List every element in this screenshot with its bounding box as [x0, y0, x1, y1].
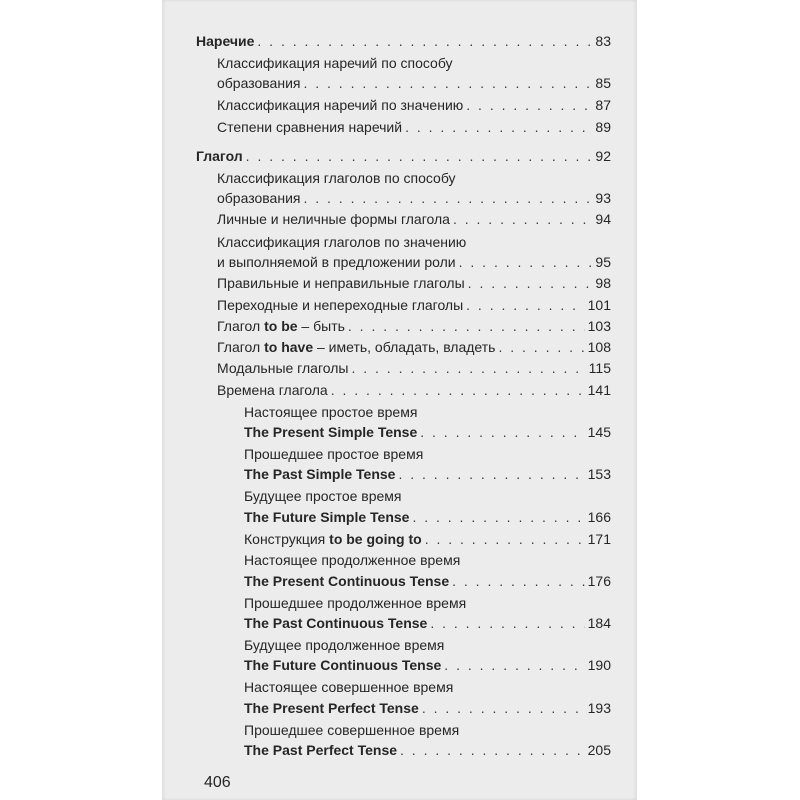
toc-page-number: 101 — [587, 297, 611, 313]
toc-entry-title: Правильные и неправильные глаголы — [217, 275, 465, 291]
toc-entry — [217, 358, 611, 378]
toc-entry — [244, 507, 611, 527]
toc-entry — [244, 464, 611, 484]
book-page — [162, 0, 637, 800]
toc-entry-title: The Present Simple Tense — [244, 424, 418, 440]
toc-entry-title-prefix: Конструкция — [244, 531, 330, 547]
toc-entry — [244, 613, 611, 633]
toc-leader-dots — [422, 698, 585, 718]
toc-leader-dots — [303, 188, 592, 208]
toc-entry-title: Классификация наречий по значению — [217, 97, 464, 113]
toc-entry-title-emphasis: to be going to — [329, 531, 422, 547]
toc-entry — [244, 677, 453, 697]
toc-entry — [244, 593, 466, 613]
toc-entry-title: Будущее простое время — [244, 488, 402, 504]
toc-entry — [244, 635, 444, 655]
toc-page-number: 108 — [587, 339, 611, 355]
toc-leader-dots — [498, 337, 584, 357]
toc-entry-title — [217, 337, 495, 357]
toc-entry-title — [244, 529, 422, 549]
table-of-contents — [162, 0, 637, 800]
toc-entry — [217, 209, 611, 229]
toc-entry-title: Настоящее совершенное время — [244, 679, 454, 695]
toc-entry — [217, 337, 611, 357]
toc-entry-title: образования — [217, 75, 301, 91]
toc-entry — [217, 117, 611, 137]
toc-entry — [244, 402, 417, 422]
toc-leader-dots — [459, 252, 593, 272]
toc-page-number: 87 — [595, 97, 611, 113]
toc-entry-title: Прошедшее продолженное время — [244, 595, 467, 611]
toc-entry-title: The Future Simple Tense — [244, 509, 410, 525]
toc-entry-title: Переходные и непереходные глаголы — [217, 297, 464, 313]
toc-leader-dots — [351, 358, 585, 378]
toc-page-number: 184 — [587, 615, 611, 631]
toc-entry-title — [217, 316, 345, 336]
toc-entry-title: Глагол — [196, 148, 243, 164]
toc-leader-dots — [453, 209, 592, 229]
toc-entry-title: Классификация глаголов по способу — [217, 170, 456, 186]
toc-entry-title: The Present Perfect Tense — [244, 700, 419, 716]
toc-leader-dots — [466, 295, 584, 315]
toc-leader-dots — [466, 95, 592, 115]
toc-leader-dots — [303, 73, 592, 93]
toc-entry — [244, 698, 611, 718]
toc-entry-title: The Past Continuous Tense — [244, 615, 428, 631]
toc-entry — [217, 188, 611, 208]
toc-entry-title: The Future Continuous Tense — [244, 657, 442, 673]
toc-page-number: 92 — [595, 148, 611, 164]
toc-entry-title-emphasis: to be — [264, 318, 298, 334]
toc-entry — [217, 273, 611, 293]
page-number: 406 — [204, 774, 231, 791]
toc-entry-title: Наречие — [196, 33, 255, 49]
toc-page-number: 171 — [587, 531, 611, 547]
toc-leader-dots — [412, 507, 584, 527]
toc-entry — [217, 380, 611, 400]
toc-entry-title-prefix: Глагол — [217, 318, 265, 334]
toc-leader-dots — [425, 529, 585, 549]
toc-page-number: 205 — [587, 742, 611, 758]
toc-entry-title-emphasis: to have — [264, 339, 314, 355]
toc-page-number: 145 — [587, 424, 611, 440]
toc-page-number: 193 — [587, 700, 611, 716]
toc-entry — [244, 655, 611, 675]
toc-entry-title-suffix: – быть — [297, 318, 345, 334]
toc-entry — [217, 232, 466, 252]
toc-leader-dots — [246, 146, 593, 166]
toc-leader-dots — [348, 316, 585, 336]
toc-page-number: 141 — [587, 382, 611, 398]
toc-entry-title: The Past Simple Tense — [244, 466, 396, 482]
toc-entry — [244, 571, 611, 591]
toc-entry — [217, 95, 611, 115]
toc-entry — [244, 740, 611, 760]
toc-leader-dots — [257, 31, 592, 51]
toc-leader-dots — [444, 655, 584, 675]
toc-entry-title: Модальные глаголы — [217, 360, 349, 376]
toc-entry — [244, 486, 402, 506]
toc-leader-dots — [405, 117, 592, 137]
toc-entry-title: образования — [217, 190, 301, 206]
toc-entry-title-suffix: – иметь, обладать, владеть — [313, 339, 496, 355]
toc-page-number: 95 — [595, 254, 611, 270]
toc-entry — [217, 73, 611, 93]
toc-page-number: 176 — [587, 573, 611, 589]
toc-entry-title: Прошедшее совершенное время — [244, 722, 460, 738]
toc-entry-title: Классификация наречий по способу — [217, 55, 453, 71]
toc-entry — [244, 720, 459, 740]
toc-entry-title: Времена глагола — [217, 382, 328, 398]
toc-entry-title-prefix: Глагол — [217, 339, 265, 355]
toc-page-number: 166 — [587, 509, 611, 525]
toc-entry-title: и выполняемой в предложении роли — [217, 254, 456, 270]
toc-entry — [217, 168, 456, 188]
toc-page-number: 115 — [588, 360, 611, 376]
toc-page-number: 153 — [587, 466, 611, 482]
toc-entry — [217, 252, 611, 272]
toc-leader-dots — [430, 613, 584, 633]
toc-entry — [196, 31, 611, 51]
toc-entry — [217, 316, 611, 336]
toc-entry — [196, 146, 611, 166]
toc-entry-title: Будущее продолженное время — [244, 637, 445, 653]
toc-entry — [217, 53, 453, 73]
toc-leader-dots — [420, 422, 584, 442]
toc-entry-title: Настоящее простое время — [244, 404, 418, 420]
toc-page-number: 93 — [595, 190, 611, 206]
toc-leader-dots — [452, 571, 585, 591]
toc-entry-title: The Present Continuous Tense — [244, 573, 450, 589]
toc-entry — [244, 550, 460, 570]
toc-page-number: 94 — [595, 211, 611, 227]
toc-entry — [244, 444, 423, 464]
toc-page-number: 85 — [595, 75, 611, 91]
toc-page-number: 98 — [595, 275, 611, 291]
toc-entry-title: Классификация глаголов по значению — [217, 234, 467, 250]
toc-entry-title: Личные и неличные формы глагола — [217, 211, 450, 227]
toc-entry — [244, 422, 611, 442]
toc-entry-title: Степени сравнения наречий — [217, 119, 403, 135]
toc-page-number: 103 — [587, 318, 611, 334]
toc-leader-dots — [331, 380, 585, 400]
toc-entry-title: Прошедшее простое время — [244, 446, 424, 462]
toc-leader-dots — [468, 273, 593, 293]
toc-leader-dots — [400, 740, 585, 760]
toc-entry — [244, 529, 611, 549]
toc-leader-dots — [398, 464, 584, 484]
toc-entry-title: The Past Perfect Tense — [244, 742, 398, 758]
toc-entry — [217, 295, 611, 315]
toc-entry-title: Настоящее продолженное время — [244, 552, 461, 568]
toc-page-number: 190 — [587, 657, 611, 673]
toc-page-number: 83 — [595, 33, 611, 49]
toc-page-number: 89 — [595, 119, 611, 135]
